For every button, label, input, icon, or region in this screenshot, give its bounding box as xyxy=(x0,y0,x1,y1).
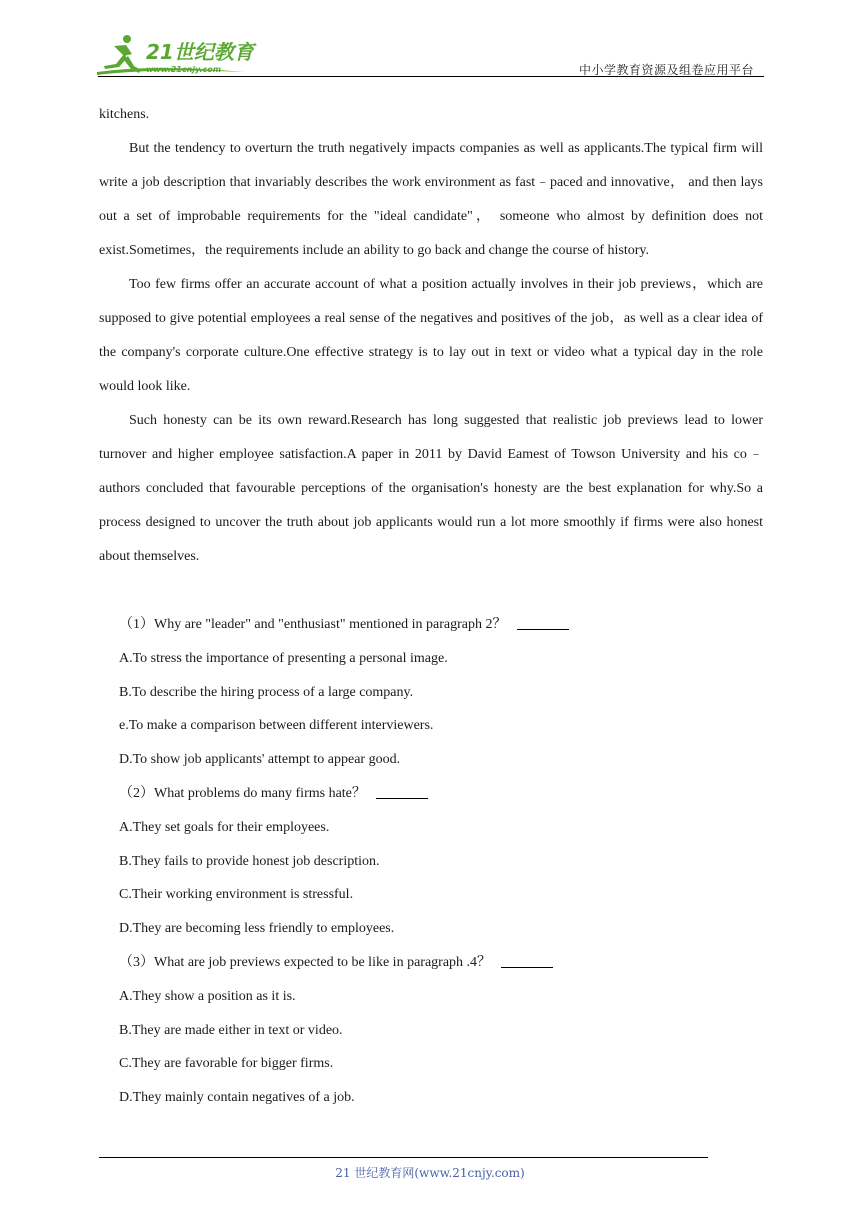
question-list xyxy=(99,608,763,1115)
svg-text:www.21cnjy.com: www.21cnjy.com xyxy=(146,65,222,74)
option-c: C.Their working environment is stressful. xyxy=(119,887,354,903)
option-b: B.They are made either in text or video. xyxy=(119,1022,343,1038)
answer-blank[interactable] xyxy=(376,784,428,799)
footer-divider xyxy=(99,1157,708,1158)
passage-paragraph: Such honesty can be its own reward.Research has long suggested that realistic job previews lead to lower turnover and higher employee satisfaction.A paper in 2011 by David Eamest of Towson University and his co﹣authors concluded that favourable perceptions of the organisation's honesty are the best explanation for why.So a process designed to uncover the truth about job applicants would run a lot more smoothly if firms were also honest about themselves. xyxy=(99,413,763,564)
answer-blank[interactable] xyxy=(501,953,553,968)
option-b: B.They fails to provide honest job description. xyxy=(119,853,380,869)
footer-source-link[interactable]: 21 世纪教育网(www.21cnjy.com) xyxy=(335,1166,525,1180)
question-stem: （3）What are job previews expected to be like in paragraph .4？ xyxy=(99,946,763,980)
passage-paragraph: kitchens. xyxy=(99,107,150,122)
option-b: B.To describe the hiring process of a large company. xyxy=(119,684,414,700)
logo xyxy=(94,34,264,78)
header-divider xyxy=(98,76,764,77)
question-stem: （1）Why are "leader" and "enthusiast" mentioned in paragraph 2？ xyxy=(99,608,763,642)
answer-blank[interactable] xyxy=(517,615,569,630)
option-d: D.They mainly contain negatives of a job. xyxy=(119,1090,355,1106)
passage-paragraph: Too few firms offer an accurate account of what a position actually involves in their job previews，which are supposed to give potential employees a real sense of the negatives and positives of the job，as well as a clear idea of the company's corporate culture.One effective strategy is to lay out in text or video what a typical day in the role would look like. xyxy=(99,277,763,394)
option-d: D.They are becoming less friendly to employees. xyxy=(119,921,395,937)
reading-passage xyxy=(99,98,763,574)
option-c: e.To make a comparison between different interviewers. xyxy=(119,718,434,734)
option-a: A.To stress the importance of presenting a personal image. xyxy=(119,650,448,666)
page-header xyxy=(0,0,860,80)
runner-logo-icon xyxy=(94,34,264,78)
question-stem: （2）What problems do many firms hate？ xyxy=(99,777,763,811)
passage-paragraph: But the tendency to overturn the truth negatively impacts companies as well as applicants.The typical firm will write a job description that invariably describes the work environment as fast﹣paced and innovative， and then lays out a set of improbable requirements for the "ideal candidate"， someone who almost by definition does not exist.Sometimes，the requirements include an ability to go back and change the course of history. xyxy=(99,141,763,258)
option-a: A.They show a position as it is. xyxy=(119,988,296,1004)
svg-text:21世纪教育: 21世纪教育 xyxy=(146,40,254,64)
header-platform-text: 中小学教育资源及组卷应用平台 xyxy=(578,63,754,77)
option-c: C.They are favorable for bigger firms. xyxy=(119,1056,334,1072)
option-a: A.They set goals for their employees. xyxy=(119,819,330,835)
option-d: D.To show job applicants' attempt to appear good. xyxy=(119,752,401,768)
document-body xyxy=(99,98,763,1115)
